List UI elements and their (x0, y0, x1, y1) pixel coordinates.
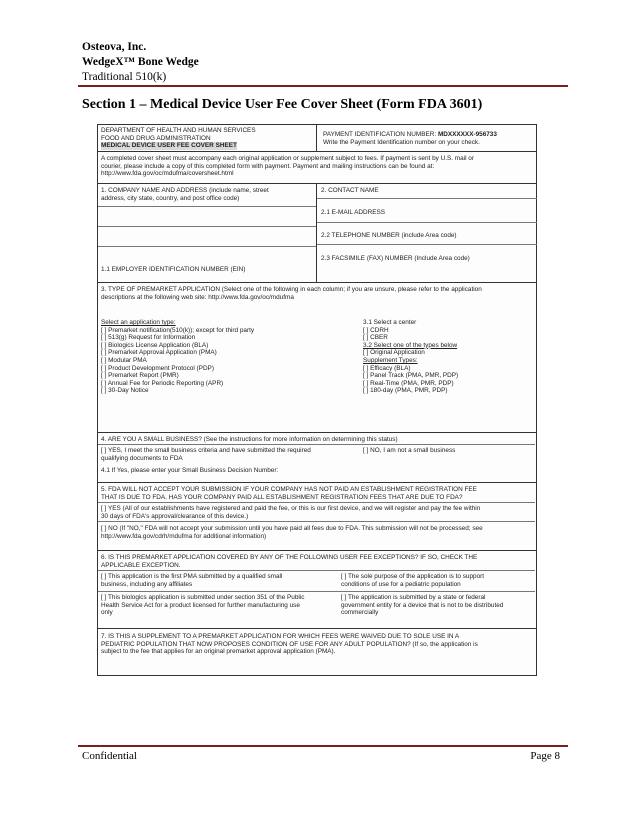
s6-line-1: 6. IS THIS PREMARKET APPLICATION COVERED BY ANY OF THE FOLLOWING USER FEE EXCEPTIONS? IF SO, CHECK THE (101, 554, 478, 561)
s7-line-2: PEDIATRIC POPULATION THAT NOW PROPOSES CONDITION OF USE FOR ANY ADULT POPULATION? (If so, the application is (101, 640, 478, 648)
telephone-label: 2.2 TELEPHONE NUMBER (include Area code) (321, 232, 457, 239)
document-header (82, 40, 199, 85)
dept-block (98, 125, 313, 152)
s4-yes-line-2: qualifying documents to FDA (101, 454, 183, 462)
establishment-fee-row (98, 483, 536, 551)
company-name: Osteova, Inc. (82, 41, 147, 53)
s3-line-1: 3. TYPE OF PREMARKET APPLICATION (Select one of the following in each column; if you are unsure, please refer to the application (101, 286, 482, 293)
application-type-header: Select an application type: (101, 319, 176, 326)
section-title: Section 1 – Medical Device User Fee Cover Sheet (Form FDA 3601) (82, 97, 483, 112)
s6-exception-d (338, 592, 535, 619)
s6-d-line-2: government entity for a device that is not to be distributed (341, 601, 504, 609)
form-option: [ ] Premarket Approval Application (PMA) (101, 349, 217, 357)
intro-line-2: courier, please include a copy of this completed form with payment. Payment and mailing instructions can be found at: (101, 162, 435, 170)
s4-title: 4. ARE YOU A SMALL BUSINESS? (See the instructions for more information on determining this status) (101, 436, 398, 443)
original-application-option: [ ] Original Application (363, 349, 425, 357)
ein-label: 1.1 EMPLOYER IDENTIFICATION NUMBER (EIN) (101, 266, 246, 273)
s6-exception-a (98, 571, 338, 590)
type-subheader: 3.2 Select one of the types below (363, 341, 458, 349)
s6-c-line-1: [ ] This biologics application is submitted under section 351 of the Public (101, 594, 305, 601)
application-type-list (98, 317, 358, 397)
s3-header (98, 284, 485, 303)
form-option: [ ] 513(g) Request for Information (101, 334, 196, 342)
divider (316, 125, 317, 152)
intro-text (98, 153, 477, 180)
email-label: 2.1 E-MAIL ADDRESS (321, 209, 386, 216)
footer-confidential: Confidential (82, 750, 137, 762)
form-option: [ ] Product Development Protocol (PDP) (101, 364, 214, 372)
s5-header (98, 484, 480, 503)
s7-text (98, 631, 481, 658)
form-option: [ ] Premarket Report (PMR) (101, 372, 179, 380)
footer-divider (78, 745, 568, 747)
s5-no-line-2: http://www.fda.gov/cdrh/mdufma for additional information) (101, 532, 267, 540)
s6-exception-c (98, 592, 338, 619)
s5-line-1: 5. FDA WILL NOT ACCEPT YOUR SUBMISSION IF YOUR COMPANY HAS NOT PAID AN ESTABLISHMENT REGISTRATION FEE (101, 486, 477, 493)
company-contact-row (98, 184, 536, 283)
s4-no: [ ] NO, I am not a small business (363, 447, 456, 454)
s6-d-line-3: commercially (341, 609, 379, 617)
form-title: MEDICAL DEVICE USER FEE COVER SHEET (101, 142, 237, 150)
center-list (360, 317, 536, 397)
s6-exception-b (338, 571, 535, 590)
form-option: [ ] Real-Time (PMA, PMR, PDP) (363, 379, 454, 387)
form-option: [ ] Modular PMA (101, 356, 147, 364)
intro-row (98, 152, 536, 184)
payment-id-block (320, 129, 535, 148)
form-option: [ ] Biologics License Application (BLA) (101, 341, 209, 349)
contact-name-label: 2. CONTACT NAME (321, 187, 379, 194)
s1-line-2: address, city state, country, and post office code) (101, 194, 240, 202)
intro-line-3: http://www.fda.gov/oc/mdufma/coversheet.html (101, 170, 234, 178)
small-business-row (98, 433, 536, 483)
fee-exceptions-row (98, 551, 536, 629)
s6-a-line-1: [ ] This application is the first PMA submitted by a qualified small (101, 573, 283, 580)
s5-yes-line-2: 30 days of FDA's approval/clearance of this device.) (101, 512, 249, 520)
form-option: [ ] Annual Fee for Periodic Reporting (APR) (101, 379, 224, 387)
form-option: [ ] Panel Track (PMA, PMR, PDP) (363, 372, 459, 380)
form-header-row (98, 125, 536, 152)
company-block (98, 185, 316, 204)
product-name: WedgeX™ Bone Wedge (82, 56, 199, 68)
s6-c-line-2: Health Service Act for a product licensed for further manufacturing use (101, 601, 300, 609)
center-options (363, 327, 533, 342)
s6-b-line-1: [ ] The sole purpose of the application is to support (341, 573, 485, 580)
form-option: [ ] CBER (363, 334, 388, 342)
footer-page-number: Page 8 (530, 750, 560, 762)
supplement-waiver-row (98, 629, 536, 675)
s5-yes-line-1: [ ] YES (All of our establishments have registered and paid the fee, or this is our first device, and we will register and pay the fee within (101, 505, 481, 512)
dept-line-2: FOOD AND DRUG ADMINISTRATION (101, 134, 211, 142)
fax-label: 2.3 FACSIMILE (FAX) NUMBER (Include Area code) (321, 255, 470, 262)
s4-yes (98, 445, 360, 464)
dept-line-1: DEPARTMENT OF HEALTH AND HUMAN SERVICES (101, 127, 256, 134)
s6-header (98, 552, 480, 571)
supplement-options (363, 365, 533, 395)
s5-no-line-1: [ ] NO (If "NO," FDA will not accept your submission until you have paid all fees due to FDA. This submission will not be processed; see (101, 525, 483, 532)
form-option: [ ] 30-Day Notice (101, 387, 149, 395)
form-option: [ ] CDRH (363, 326, 389, 334)
form-option: [ ] 180-day (PMA, PMR, PDP) (363, 387, 448, 395)
form-option: [ ] Efficacy (BLA) (363, 364, 411, 372)
submission-type: Traditional 510(k) (82, 71, 167, 83)
s5-line-2: THAT IS DUE TO FDA. HAS YOUR COMPANY PAID ALL ESTABLISHMENT REGISTRATION FEES THAT ARE DUE TO FDA? (101, 493, 463, 501)
s3-line-2: descriptions at the following web site: http://www.fda.gov/oc/mdufma (101, 293, 294, 301)
s7-line-3: subject to the fee that applies for an original premarket approval application (PMA). (101, 648, 336, 656)
s4-yes-line-1: [ ] YES, I meet the small business criteria and have submitted the required (101, 447, 311, 454)
form-option: [ ] Premarket notification(510(k)); except for third party (101, 326, 255, 334)
supplement-types-header: Supplement Types: (363, 356, 418, 364)
application-type-row (98, 283, 536, 433)
s6-c-line-3: only (101, 609, 113, 617)
payment-note: Write the Payment Identification number on your check. (323, 138, 480, 146)
s7-line-1: 7. IS THIS A SUPPLEMENT TO A PREMARKET APPLICATION FOR WHICH FEES WERE WAIVED DUE TO SOLE USE IN A (101, 633, 460, 640)
s5-no (98, 523, 486, 542)
center-header: 3.1 Select a center (363, 319, 417, 326)
application-type-options (101, 327, 355, 395)
s1-line-1: 1. COMPANY NAME AND ADDRESS (include name, street (101, 187, 269, 194)
payment-id-label: PAYMENT IDENTIFICATION NUMBER: (323, 131, 437, 138)
s6-d-line-1: [ ] The application is submitted by a state or federal (341, 594, 486, 601)
s6-line-2: APPLICABLE EXCEPTION. (101, 561, 181, 569)
s5-yes (98, 503, 483, 522)
s4-1-label: 4.1 If Yes, please enter your Small Business Decision Number: (101, 467, 279, 474)
payment-id-value: MDXXXXXX-956733 (437, 131, 497, 138)
s6-a-line-2: business, including any affiliates (101, 580, 193, 588)
intro-line-1: A completed cover sheet must accompany each original application or supplement subject to fees. If payment is sent by U.S. mail or (101, 155, 474, 162)
s6-b-line-2: conditions of use for a pediatric population (341, 580, 461, 588)
header-divider (78, 85, 568, 87)
fda-3601-form-image (97, 124, 537, 676)
